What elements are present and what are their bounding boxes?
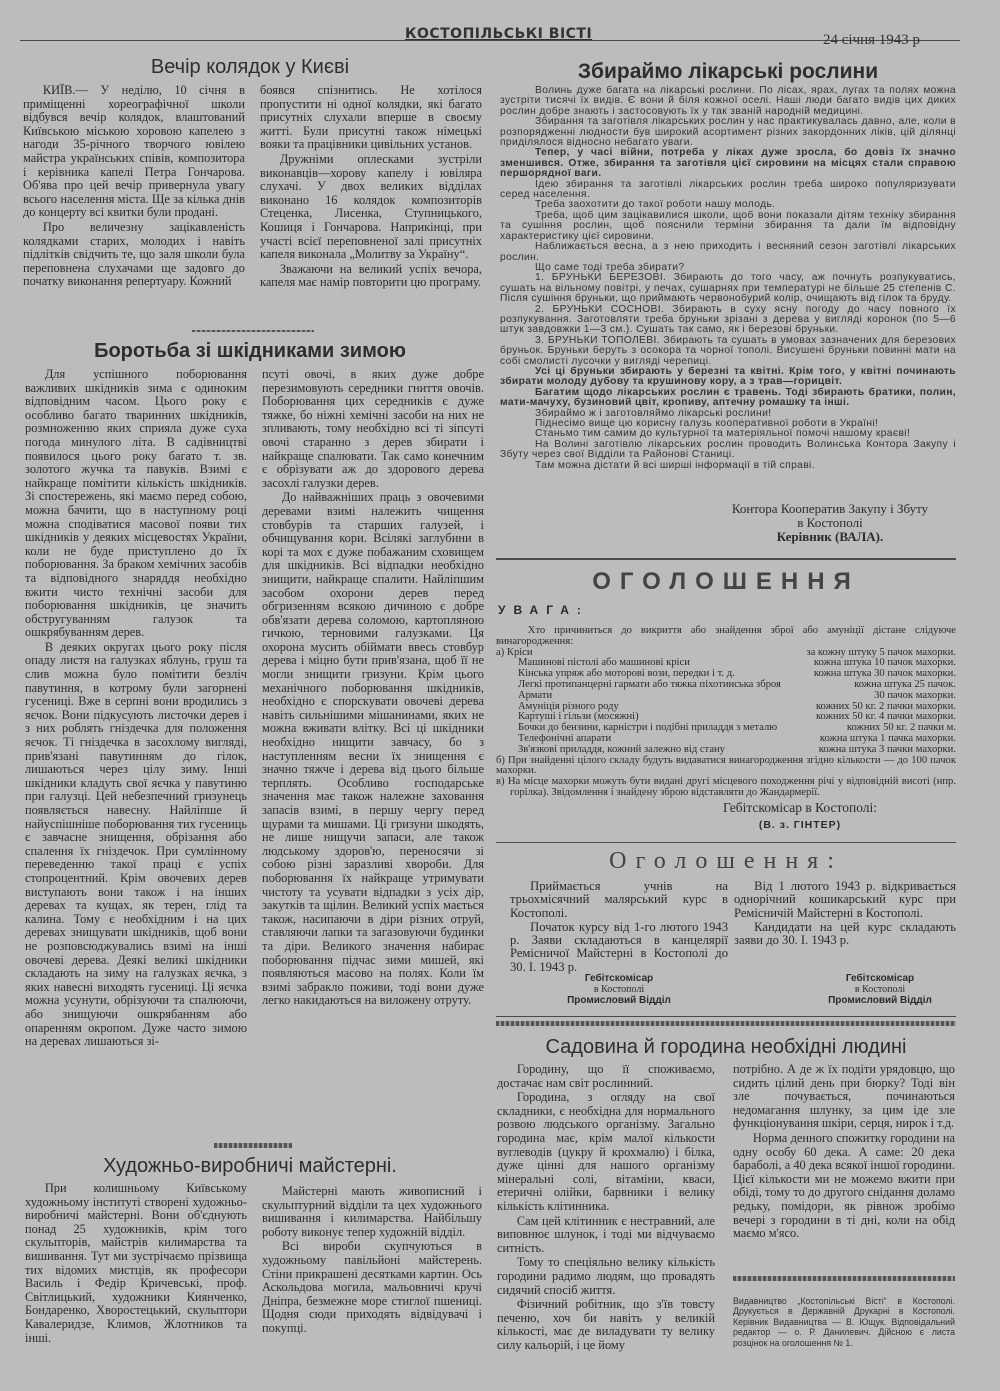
divider — [733, 1276, 955, 1281]
article-title-kyiv: Вечір колядок у Києві — [150, 56, 350, 78]
paragraph: Зважаючи на великий успіх вечора, капеля має намір повторити цю програму. — [260, 261, 482, 290]
paragraph: На Волині заготівлю лікарських рослин проводить Волинська Контора Закупу і Збуту через свої Відділи та Районові Станиці. — [500, 438, 956, 461]
signature-line: Промисловий Відділ — [567, 995, 671, 1006]
signature-line: Промисловий Відділ — [828, 995, 932, 1006]
paragraph: Тому то спеціяльно велику кількість городини радимо людям, що провадять сидячий спосіб життя. — [497, 1255, 715, 1297]
article-kyiv-col2 — [260, 84, 482, 290]
paragraph: Про величезну зацікавленість колядками старих, молодих і навіть підлітків свідчить те, що заля школи була переповнена слухачами ще задовго до початку виконання репертуару. Кожний — [23, 219, 245, 289]
herbs-signature — [700, 502, 960, 544]
signature-line: Гебітскомісар — [584, 973, 654, 984]
reward-item: Кінська упряж або моторові вози, передки і т. д. — [518, 668, 735, 680]
article-title-workshops: Художньо-виробничі майстерні. — [103, 1155, 397, 1177]
course-basketry — [734, 880, 956, 947]
paragraph: КИЇВ.— У неділю, 10 січня в приміщенні хореографічної школи відбувся вечір колядок, влаштований Київською міською хоровою капелею з нагоди 35-річного творчого ювілею майстра українських співів, композитора і керівника капелі Петра Гончарова. Об'ява про цей вечір привернула увагу всього населення міста. Ще за кілька днів до концерту всі квитки були продані. — [23, 83, 245, 220]
paragraph: Від 1 лютого 1943 р. відкривається однорічний кошикарський курс при Ремісничій Майстерні в Костополі. — [734, 879, 956, 920]
signature-line: в Костополі — [593, 984, 645, 995]
reward-item: Бочки до бензини, карністри і подібні приладдя з металю — [518, 722, 778, 734]
courses-heading: Оголошення: — [609, 848, 843, 874]
paragraph: Збирання та заготівля лікарських рослин у нас практикувалась давно, але, коли в розпорядженні людности був широкий асортимент різних закордонних ліків, цій ділянці приділялося відносно небагато уваги. — [500, 116, 956, 149]
paragraph: Майстерні мають живописний і скульптурний відділи та цех художнього вишивання і килимарства. Найбільшу роботу виконує тепер художній відділ. — [262, 1184, 482, 1239]
paragraph: Ідею збирання та заготівлі лікарських рослин треба широко популяризувати серед населення. — [500, 178, 956, 201]
paragraph: Приймається учнів на трьохмісячний малярський курс в Костополі. — [510, 879, 728, 920]
paragraph: Наближається весна, а з нею приходить і весняний сезон заготівлі лікарських рослин. — [500, 241, 956, 263]
divider — [496, 1016, 956, 1017]
notice-intro: Хто причиниться до викриття або знайдення зброї або амуніції дістане слідуюче винагородження: — [496, 625, 956, 647]
paragraph: Піднесімо вище цю корисну галузь кооперативної роботи в Україні! — [535, 418, 879, 429]
article-title-pests: Боротьба зі шкідниками зимою — [94, 340, 406, 362]
divider — [496, 1021, 956, 1026]
reward-amount: кожна штука 10 пачок махорки. — [813, 657, 956, 669]
divider — [192, 330, 314, 332]
paragraph: Усі ці бруньки збирають у березні та квітні. Крім того, у квітні починають збирати молоду дубову та крушинову кору, а з трав—горицвіт. — [500, 365, 956, 388]
notice-heading: ОГОЛОШЕННЯ — [592, 568, 860, 595]
paragraph: Станьмо тим самим до культурної та матеріяльної помочі нашому краєві! — [535, 428, 911, 440]
signature-line: Гебітскомісар — [845, 973, 915, 984]
paragraph: В деяких округах цього року після опаду листя на галузках яблунь, груш та слив можна було помітити безліч павутиння, в котрому були загорнені гусениці. Вже в серпні вони вродились з яєчок. Вони підкусують листочки дерев і з них роблять гніздечка для положення яєчок. Ті гніздечка в засохлому вигляді, прив'язані павутинням до гілок, лишаються через цілу зиму. Інші шкідники кладуть свої яєчка у павутиню при галузці. Цей небезпечний гризунець появляється навесну. Найліпше й найуспішніше поборювання тих гусениць є завчасне знищення, обрізання або спалення їх гніздечок. При сумлінному переведенню такої праці є успіх стопроцентний. Крім овочевих дерев виступають вони також і на інших деревах та кущах, як терен, глід та калина. Тому є необхідним і на цих деревах знищувати шкідників, щоб вони не розповсюджувались взимі на інші овочеві дерева. Деякі великі шкідники складають на зиму на галузках яєчка, з яких навесні виходять гусениці. Ці яєчка можна усунути, обрізуючи та спалюючи, або знищуючи ошкрябанням або опаренням окропом. Дуже часто зимою на деревах лишаються зі- — [25, 639, 247, 1049]
article-vegetables-col2 — [733, 1063, 955, 1241]
notice-note: в) На місце махорки можуть бути видані другі місцевого походження річі у відповідній висоті (нпр. горілка). Звідомлення і знайдену зброю відставляти до Жандармерії. — [496, 776, 956, 798]
paragraph: Фізичний робітник, що з'їв товсту печеню, хоч би навіть у великій кількості, має де виладувати ту велику силу кальорій, і це йому — [497, 1297, 715, 1352]
paragraph: Що саме тоді треба збирати? — [535, 261, 685, 273]
article-pests-col2 — [262, 368, 484, 1008]
notice-note: б) При знайденні цілого складу будуть видаватися винагородження згідно кількости — до 100 пачок махорки. — [496, 754, 956, 777]
colophon: Видавництво „Костопільські Вісті“ в Костополі. Друкується в Державній Друкарні в Костополі. Керівник Видавництва — В. Ющук. Відповідальний редактор — о. Р. Данилевич. Дійсною є листа розцінок на оголошення № 1. — [733, 1296, 955, 1348]
reward-item: Амуніція різного роду — [518, 700, 619, 712]
paragraph: Кандидати на цей курс складають заяви до 30. І. 1943 р. — [734, 919, 956, 948]
paragraph: До найважніших праць з овочевими деревами взимі належить чищення стовбурів та старших галузей, і обчищування кори. Всілякі заглубини в корі та мох є дуже побажаним сховищем для шкідників. Всі відпадки необхідно знищити, найкраще спалити. Найліпшим засобом охорони дерев перед обгризенням всякою дичиною є добре обв'язати дерева соломою, картопляною гичкою, терновими галузками. Ця охорона мусить обіймати ввесь стовбур дерева і міцно бути прив'язана, щоб її не могли знищити гризуни. Крім цього механічного поборювання шкідників, необхідно є спорскувати овочеві дерева навіть сильнішими мішанинами, яких не можна вживати влітку. Всі ці шкідники необхідно нищити завчасу, бо з наступленням весни їх знищення є значно тяжче і дерева від цього більше терплять. Особливо господарське значення має також належне заховання запасів взимі, в першу чергу перед щурами та мишами. Ці гризуни шкодять, не лише нищучи запаси, але також людському здоров'ю, переносячи зі собою різні заразливі хвороби. Для поборювання їх найкраще утримувати чистоту та усувати відпадки з усіх дір, закутків та щілин. Великий успіх мається також, насипаючи в діри різних отруй, ставляючи лапки та загазовуючи будинки та діри. Великого значення набирає поборювання підчас зими мишей, які появляються масово на полях. Коли їм взимі забракло поживи, тоді вони дуже легко накидаються на виложену отруту. — [262, 490, 484, 1008]
paragraph: Для успішного поборювання важливих шкідників зима є одиноким відповідним часом. Цього року є особливо багато тваринних шкідників, розмноженню яких сприяла дуже суха погода минулого літа. В садівництві появилося цього року багато т. зв. золотого жучка та павуків. Взимі є найкраще помітити кількість шкідників. Зі спостережень, які маємо перед собою, можна бачити, що в наступному році можна сподіватися масової появи тих шкідників у деяких місцевостях України, коли не буде приступлено до їх поборювання. За браком хемічних засобів та відповідного знаряддя необхідно вжити чисто технічні засоби для поборювання шкідників, це значить обстругуванням галузок та ошкрябуванням дерев. — [25, 367, 247, 640]
signature-line: в Костополі — [854, 984, 906, 995]
divider — [496, 842, 956, 843]
paragraph: Сам цей клітинник є нестравний, але виповнює шлунок, і тоді ми відчуваємо ситність. — [497, 1213, 715, 1255]
signature-line: в Костополі — [797, 515, 863, 530]
issue-date: 24 січня 1943 р — [823, 32, 921, 48]
reward-amount: кожна штука 1 пачка махорки. — [819, 732, 956, 744]
reward-amount: кожна штука 25 пачок. — [854, 678, 956, 690]
notice-signature — [700, 796, 900, 831]
paragraph: Городину, що її споживаємо, достачає нам світ рослинний. — [497, 1062, 715, 1090]
masthead: КОСТОПІЛЬСЬКІ ВІСТІ — [405, 26, 593, 42]
reward-item: Армати — [518, 689, 553, 701]
paragraph: Треба заохотити до такої роботи нашу молодь. — [535, 199, 776, 211]
article-kyiv-col1 — [23, 84, 245, 289]
article-title-herbs: Збираймо лікарські рослини — [577, 60, 879, 83]
signature-line: Контора Кооператив Закупу і Збуту — [731, 501, 929, 516]
paragraph: 1. БРУНЬКИ БЕРЕЗОВІ. Збирають до того часу, аж почнуть розпукуватись, сушать на вільному повітрі, у печах, сушарнях при температурі не більше 25 степенів С. Після сушіння бруньки, що приймають червонобурий колір, очищають від гілок та бруду. — [500, 272, 956, 305]
article-herbs-body — [500, 86, 956, 471]
article-workshops-col1 — [25, 1182, 247, 1345]
paragraph: Багатим щодо лікарських рослин є травень. Тоді збирають братики, полин, мати-мачуху, бузиновий цвіт, кропиву, аптечну ромашку та інші. — [500, 386, 956, 409]
paragraph: Городина, з огляду на свої складники, є необхідна для нормального розвою людського організму. Загально городина має, крім малої кількости вуглеводів (цукру й крохмалю) і білка, дуже цінні для нашого організму мінеральні солі, вітаміни, кваси, етеричні олійки, барвники і велику кількість клітинника. — [497, 1090, 715, 1213]
paragraph: Початок курсу від 1-го лютого 1943 р. Заяви складаються в канцелярії Ремісничої Майстерні в Костополі до 30. І. 1943 р. — [510, 919, 728, 974]
reward-amount: за кожну штуку 5 пачок махорки. — [806, 646, 956, 658]
paragraph: Норма денного спожитку городини на одну особу 60 дека. А саме: 20 дека бараболі, а 40 дека всякої іншої городини. Цієї кількости ми не можемо вжити при обіді, тому то до другого снідання доламо редьку, помідори, як рівнож зробімо вечері з городини в ті дні, коли на обід маємо м'ясо. — [733, 1130, 955, 1241]
reward-amount: кожна штука 3 пачки махорки. — [818, 743, 956, 755]
divider — [214, 1143, 292, 1148]
signature-line: (В. з. ГІНТЕР) — [758, 819, 842, 831]
reward-amount: кожних 50 кг. 2 пачки м. — [846, 722, 956, 734]
reward-row — [496, 745, 956, 756]
paragraph: потрібно. А де ж їх подіти урядовцю, що сидить цілий день при бюрку? Тоді він зле почувається, починаються недомагання шлунку, за цим іде зле функціонування шкіри, серця, нирок і т.д. — [733, 1062, 955, 1131]
notice-body — [496, 626, 956, 799]
signature-line: Керівник (ВАЛА). — [776, 529, 884, 544]
paragraph: Збираймо ж і заготовляймо лікарські рослини! — [535, 407, 772, 419]
article-pests-col1 — [25, 368, 247, 1049]
article-title-vegetables: Садовина й городина необхідні людині — [545, 1036, 907, 1058]
reward-item: а) Кріси — [496, 646, 533, 658]
article-vegetables-col1 — [497, 1063, 715, 1352]
paragraph: При колишньому Київському художньому інституті створені художньо-виробничі майстерні. Вони об'єднують понад 25 художників, крім того скульпторів, майстрів килимарства та вишивання. Тут ми зустрічаємо прізвища тих відомих мистців, як професори Василь і Федір Кричевські, проф. Світлицький, художники Киянченко, Бондаренко, Хворостецький, скульптори Кавалеридзе, Климов, Жлотников та інші. — [25, 1181, 247, 1345]
course-basketry-signature — [780, 973, 980, 1006]
paragraph: Волинь дуже багата на лікарські рослини. По лісах, ярах, лугах та полях можна зустріти тисячі їх видів. Є вони й біля кожної оселі. Наші люди багато видів цих диких рослин добре знають і застосовують їх у так званій народній медицині. — [500, 85, 956, 117]
paragraph: Треба, щоб цим зацікавилися школи, щоб вони показали дітям техніку збирання та сушіння рослин, щоб пояснили терміни збирання та дали їм відповідну характеристику цієї сировини. — [500, 209, 956, 242]
divider — [496, 558, 956, 560]
paragraph: боявся спізнитись. Не хотілося пропустити ні одної колядки, які багато присутніх слухали вперше в своєму житті. Були присутні також німецькі вояки та працівники цивільних установ. — [260, 83, 482, 152]
reward-amount: кожна штука 30 пачок махорки. — [813, 668, 956, 680]
reward-item: Легкі протипанцерні гармати або тяжка піхотинська зброя — [518, 678, 781, 690]
reward-amount: кожних 50 кг. 4 пачки махорки. — [815, 711, 956, 723]
reward-amount: кожних 50 кг. 2 пачки махорки. — [815, 700, 956, 712]
article-workshops-col2 — [262, 1185, 482, 1336]
paragraph: Дружніми оплесками зустріли виконавців—хорову капелу і ювіляра слухачі. У двох великих відділах виконано 16 колядок композиторів Стеценка, Лисенка, Ступницького, Кошиця і Гончарова. Наприкінці, при участі всієї переповненої залі присутніх капеля виконала „Молитву за Україну“. — [260, 151, 482, 262]
paragraph: Всі вироби скупчуються в художньому павільйоні майстерень. Стіни прикрашені десятками картин. Ось Аскольдова могила, мальовничі кручі Дніпра, безмежне море стиглої пшениці. Щодня сюди приходять відвідувачі і покупці. — [262, 1239, 482, 1335]
course-painting-signature — [510, 973, 728, 1006]
paragraph: Тепер, у часі війни, потреба у ліках дуже зросла, бо довіз їх значно зменшився. Отже, збирання та заготівля цієї сировини на місцях стали справою першорядної ваги. — [500, 147, 956, 180]
course-painting — [510, 880, 728, 974]
paragraph: 2. БРУНЬКИ СОСНОВІ. Збирають в суху ясну погоду до часу повного їх розпукування. Заготовляти треба бруньки зрізані з дерева у вигляді коронок (по 5—6 штук завдовжки 1—3 см.). Сушать так само, як і березові бруньки. — [500, 303, 956, 336]
reward-item: Машинові пістолі або машинові кріси — [518, 657, 690, 669]
reward-item: Картуші і гільзи (мосяжні) — [518, 711, 639, 723]
notice-attention: УВАГА: — [498, 603, 589, 617]
reward-item: Зв'язкові приладдя, кожний залежно від стану — [518, 743, 725, 755]
reward-row — [496, 691, 956, 702]
paragraph: псуті овочі, в яких дуже добре перезимовують середники гниття овочів. Поборювання цих середників є дуже тяжке, бо ніжні хемічні засоби на них не зпливають, тому необхідно всі ті зіпсуті овочі старанно з дерев збирати і найкраще спалювати. Так само конечним є обрізувати аж до здорового дерева засохлі галузки дерев. — [262, 367, 484, 490]
paragraph: Там можна дістати й всі ширші інформації в тій справі. — [535, 459, 815, 471]
paragraph: 3. БРУНЬКИ ТОПОЛЕВІ. Збирають та сушать в умовах зазначених для березових бруньок. Бруньки беруть з осокора та чорної тополі. Висушені бруньки повинні мати на собі смолисті лусочки у вигляді черепиці. — [500, 334, 956, 367]
signature-line: Гебітскомісар в Костополі: — [722, 800, 878, 815]
reward-amount: 30 пачок махорки. — [874, 689, 956, 701]
reward-list — [496, 648, 956, 756]
reward-item: Телефонічні апарати — [518, 732, 612, 744]
